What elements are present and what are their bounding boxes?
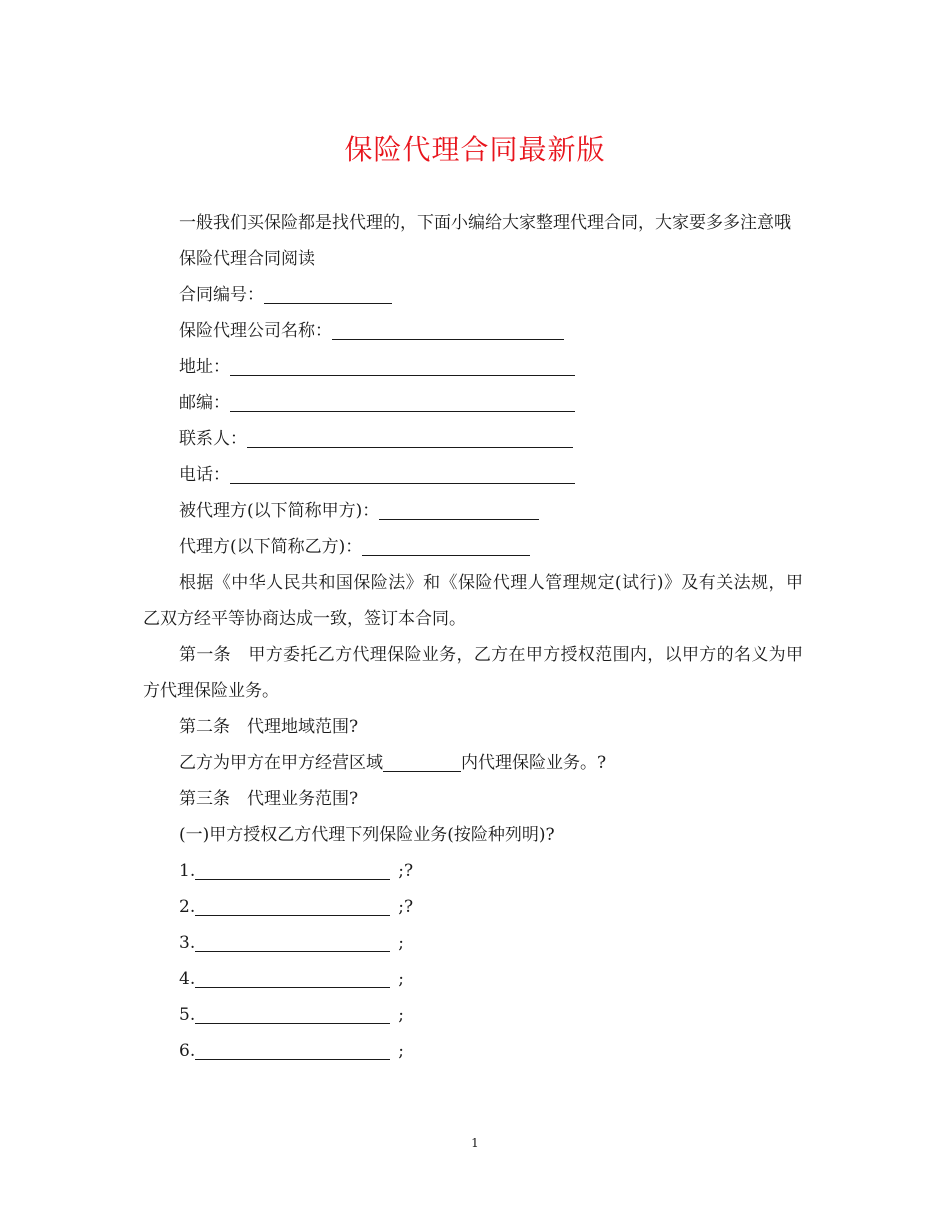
document-title: 保险代理合同最新版 [344,133,606,166]
list-item [143,1033,803,1069]
list-item-number: 2. [179,897,196,917]
field-label: 联系人： [179,429,247,449]
list-item-suffix: ;? [398,861,414,881]
fill-blank [362,531,530,556]
fill-blank [195,855,390,880]
article-3-sub1: (一)甲方授权乙方代理下列保险业务(按险种列明)? [179,825,555,845]
field-principal [143,493,803,529]
subtitle-line: 保险代理合同阅读 [179,249,315,269]
fill-blank [230,387,575,412]
field-label: 保险代理公司名称： [179,321,332,341]
document-body [143,205,803,1069]
list-item-suffix: ;? [398,897,414,917]
field-label: 地址： [179,357,230,377]
list-item-suffix: ; [398,969,404,989]
field-agency-name [143,313,803,349]
article-1-paragraph: 第一条 甲方委托乙方代理保险业务，乙方在甲方授权范围内，以甲方的名义为甲方代理保险业务。 [143,645,803,701]
fill-blank [195,927,390,952]
field-contract-no [143,277,803,313]
fill-blank [264,279,392,304]
list-item-number: 1. [179,861,196,881]
field-label: 被代理方(以下简称甲方)： [179,501,380,521]
fill-blank [247,423,573,448]
intro-paragraph: 一般我们买保险都是找代理的，下面小编给大家整理代理合同，大家要多多注意哦 [179,213,791,233]
article-3-heading: 第三条 代理业务范围? [179,789,359,809]
field-label: 电话： [179,465,230,485]
field-label: 代理方(以下简称乙方)： [179,537,363,557]
list-item [143,925,803,961]
list-item [143,997,803,1033]
list-item-number: 4. [179,969,196,989]
fill-blank [383,747,461,772]
fill-blank [379,495,539,520]
field-phone [143,457,803,493]
article-2-text [143,745,803,781]
field-contact [143,421,803,457]
fill-blank [195,999,390,1024]
fill-blank [195,1035,390,1060]
fill-blank [195,891,390,916]
list-item-suffix: ; [398,1041,404,1061]
page-number: 1 [471,1136,479,1150]
list-item [143,961,803,997]
field-agent [143,529,803,565]
fill-blank [195,963,390,988]
list-item-suffix: ; [398,1005,404,1025]
field-address [143,349,803,385]
list-item [143,853,803,889]
field-label: 邮编： [179,393,230,413]
basis-paragraph: 根据《中华人民共和国保险法》和《保险代理人管理规定(试行)》及有关法规，甲乙双方经平等协商达成一致，签订本合同。 [143,573,803,629]
fill-blank [230,351,575,376]
list-item [143,889,803,925]
article-2-text-before: 乙方为甲方在甲方经营区域 [179,753,383,773]
article-2-text-after: 内代理保险业务。? [461,753,607,773]
field-label: 合同编号： [179,285,264,305]
article-2-heading: 第二条 代理地域范围? [179,717,359,737]
list-item-suffix: ; [398,933,404,953]
list-item-number: 3. [179,933,196,953]
field-postcode [143,385,803,421]
fill-blank [230,459,575,484]
list-item-number: 5. [179,1005,196,1025]
list-item-number: 6. [179,1041,196,1061]
fill-blank [332,315,564,340]
